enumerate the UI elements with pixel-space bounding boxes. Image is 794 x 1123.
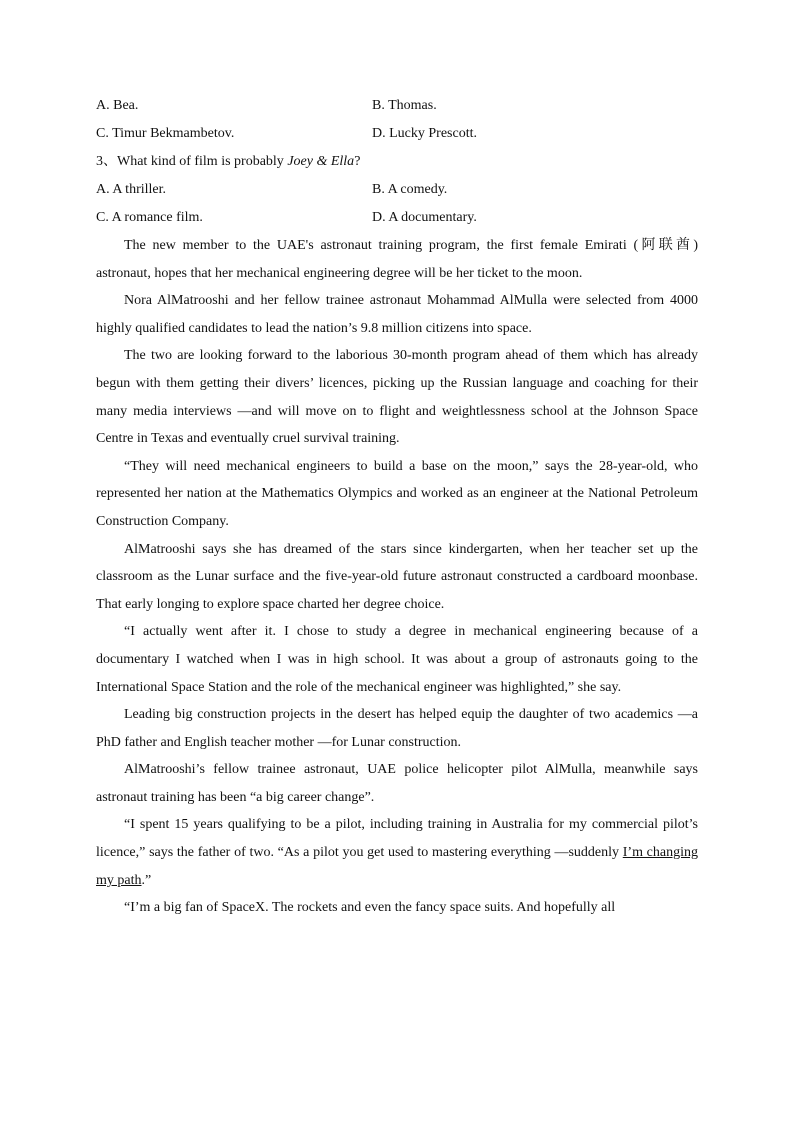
q2-option-c: C. Timur Bekmambetov. (96, 126, 235, 141)
q2-option-b: B. Thomas. (372, 98, 437, 113)
q3-option-d: D. A documentary. (372, 210, 477, 225)
q3-option-b: B. A comedy. (372, 182, 448, 197)
passage-paragraph-2: Nora AlMatrooshi and her fellow trainee astronaut Mohammad AlMulla were selected from 4000 highly qualified candidates to lead the nation’s 9.8 million citizens into space. (96, 293, 698, 336)
passage-paragraph-6: “I actually went after it. I chose to study a degree in mechanical engineering because of a documentary I watched when I was in high school. It was about a group of astronauts going to the International Space Station and the role of the mechanical engineer was highlighted,” she say. (96, 624, 698, 695)
paragraph-9-text-end: .” (141, 872, 152, 888)
passage-paragraph-5: AlMatrooshi says she has dreamed of the stars since kindergarten, when her teacher set up the classroom as the Lunar surface and the five-year-old future astronaut constructed a cardboard moonbase. That early longing to explore space charted her degree choice. (96, 541, 698, 612)
q2-options-row-2 (96, 120, 698, 148)
q3-options-row-2 (96, 204, 698, 232)
passage-paragraph-3: The two are looking forward to the laborious 30-month program ahead of them which has already begun with them getting their divers’ licences, picking up the Russian language and coaching for their many media interviews —and will move on to flight and weightlessness school at the Johnson Space Centre in Texas and eventually cruel survival training. (96, 348, 698, 447)
paragraph-9-text-start: “I spent 15 years qualifying to be a pilot, including training in Australia for my commercial pilot’s licence,” says the father of two. “As a pilot you get used to mastering everything —suddenly (96, 817, 698, 861)
document-page (96, 92, 698, 922)
q3-film-title: Joey & Ella (287, 154, 355, 169)
passage-paragraph-7: Leading big construction projects in the desert has helped equip the daughter of two academics —a PhD father and English teacher mother —for Lunar construction. (96, 707, 698, 750)
q3-question-suffix: ? (354, 154, 361, 169)
q2-options-row-1 (96, 92, 698, 120)
q3-question-prefix: 3、What kind of film is probably (96, 154, 288, 169)
q3-option-a: A. A thriller. (96, 182, 166, 197)
q2-option-a: A. Bea. (96, 98, 139, 113)
q3-question (96, 148, 698, 176)
passage-paragraph-9 (96, 811, 698, 894)
passage-paragraph-4: “They will need mechanical engineers to build a base on the moon,” says the 28-year-old, who represented her nation at the Mathematics Olympics and worked as an engineer at the National Petroleum Construction Company. (96, 458, 698, 529)
underlined-phrase: I’m changing my path (96, 845, 698, 888)
q2-option-d: D. Lucky Prescott. (372, 126, 477, 141)
passage-paragraph-10: “I’m a big fan of SpaceX. The rockets and even the fancy space suits. And hopefully all (124, 900, 616, 916)
passage-paragraph-1: The new member to the UAE's astronaut training program, the first female Emirati (阿联酋) astronaut, hopes that her mechanical engineering degree will be her ticket to the moon. (96, 238, 698, 281)
q3-option-c: C. A romance film. (96, 210, 203, 225)
passage-paragraph-8: AlMatrooshi’s fellow trainee astronaut, UAE police helicopter pilot AlMulla, meanwhile says astronaut training has been “a big career change”. (96, 762, 698, 805)
q3-options-row-1 (96, 176, 698, 204)
